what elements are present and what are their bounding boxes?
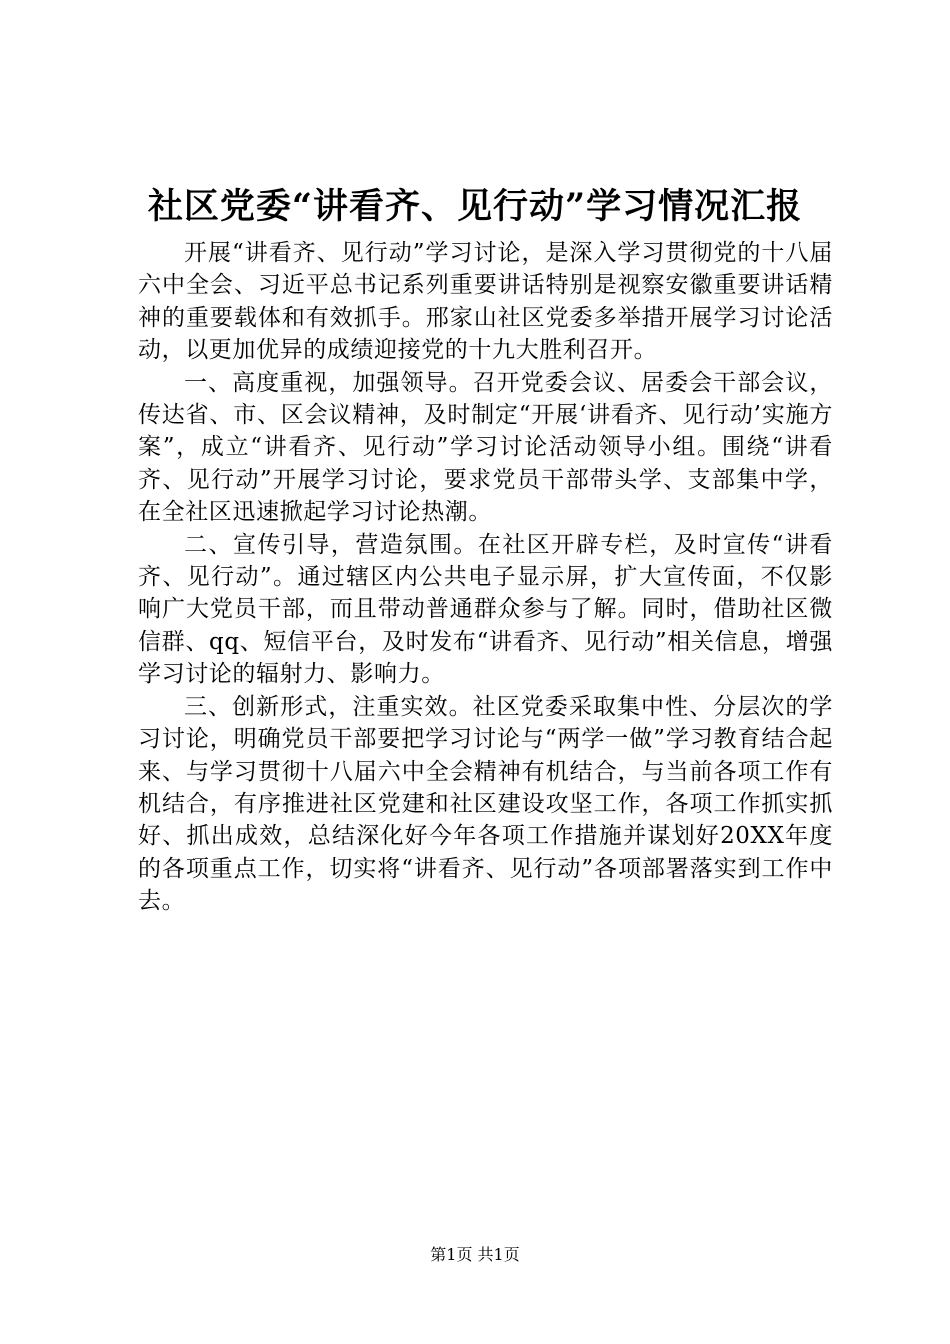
- document-body: [138, 237, 833, 918]
- paragraph-section-3: 三、创新形式，注重实效。社区党委采取集中性、分层次的学习讨论，明确党员干部要把学习讨论与“两学一做”学习教育结合起来、与学习贯彻十八届六中全会精神有机结合，与当前各项工作有机结合，有序推进社区党建和社区建设攻坚工作，各项工作抓实抓好、抓出成效，总结深化好今年各项工作措施并谋划好20XX年度的各项重点工作，切实将“讲看齐、见行动”各项部署落实到工作中去。: [138, 693, 833, 915]
- paragraph-section-2: 二、宣传引导，营造氛围。在社区开辟专栏，及时宣传“讲看齐、见行动”。通过辖区内公共电子显示屏，扩大宣传面，不仅影响广大党员干部，而且带动普通群众参与了解。同时，借助社区微信群、qq、短信平台，及时发布“讲看齐、见行动”相关信息，增强学习讨论的辐射力、影响力。: [138, 531, 833, 688]
- page-number-footer: 第1页 共1页: [430, 1245, 520, 1264]
- paragraph-intro: 开展“讲看齐、见行动”学习讨论，是深入学习贯彻党的十八届六中全会、习近平总书记系列重要讲话特别是视察安徽重要讲话精神的重要载体和有效抓手。邢家山社区党委多举措开展学习讨论活动，以更加优异的成绩迎接党的十九大胜利召开。: [138, 240, 833, 364]
- paragraph-section-1: 一、高度重视，加强领导。召开党委会议、居委会干部会议，传达省、市、区会议精神，及时制定“开展‘讲看齐、见行动’实施方案”，成立“讲看齐、见行动”学习讨论活动领导小组。围绕“讲看齐、见行动”开展学习讨论，要求党员干部带头学、支部集中学，在全社区迅速掀起学习讨论热潮。: [138, 369, 833, 526]
- document-title: 社区党委“讲看齐、见行动”学习情况汇报: [147, 186, 803, 227]
